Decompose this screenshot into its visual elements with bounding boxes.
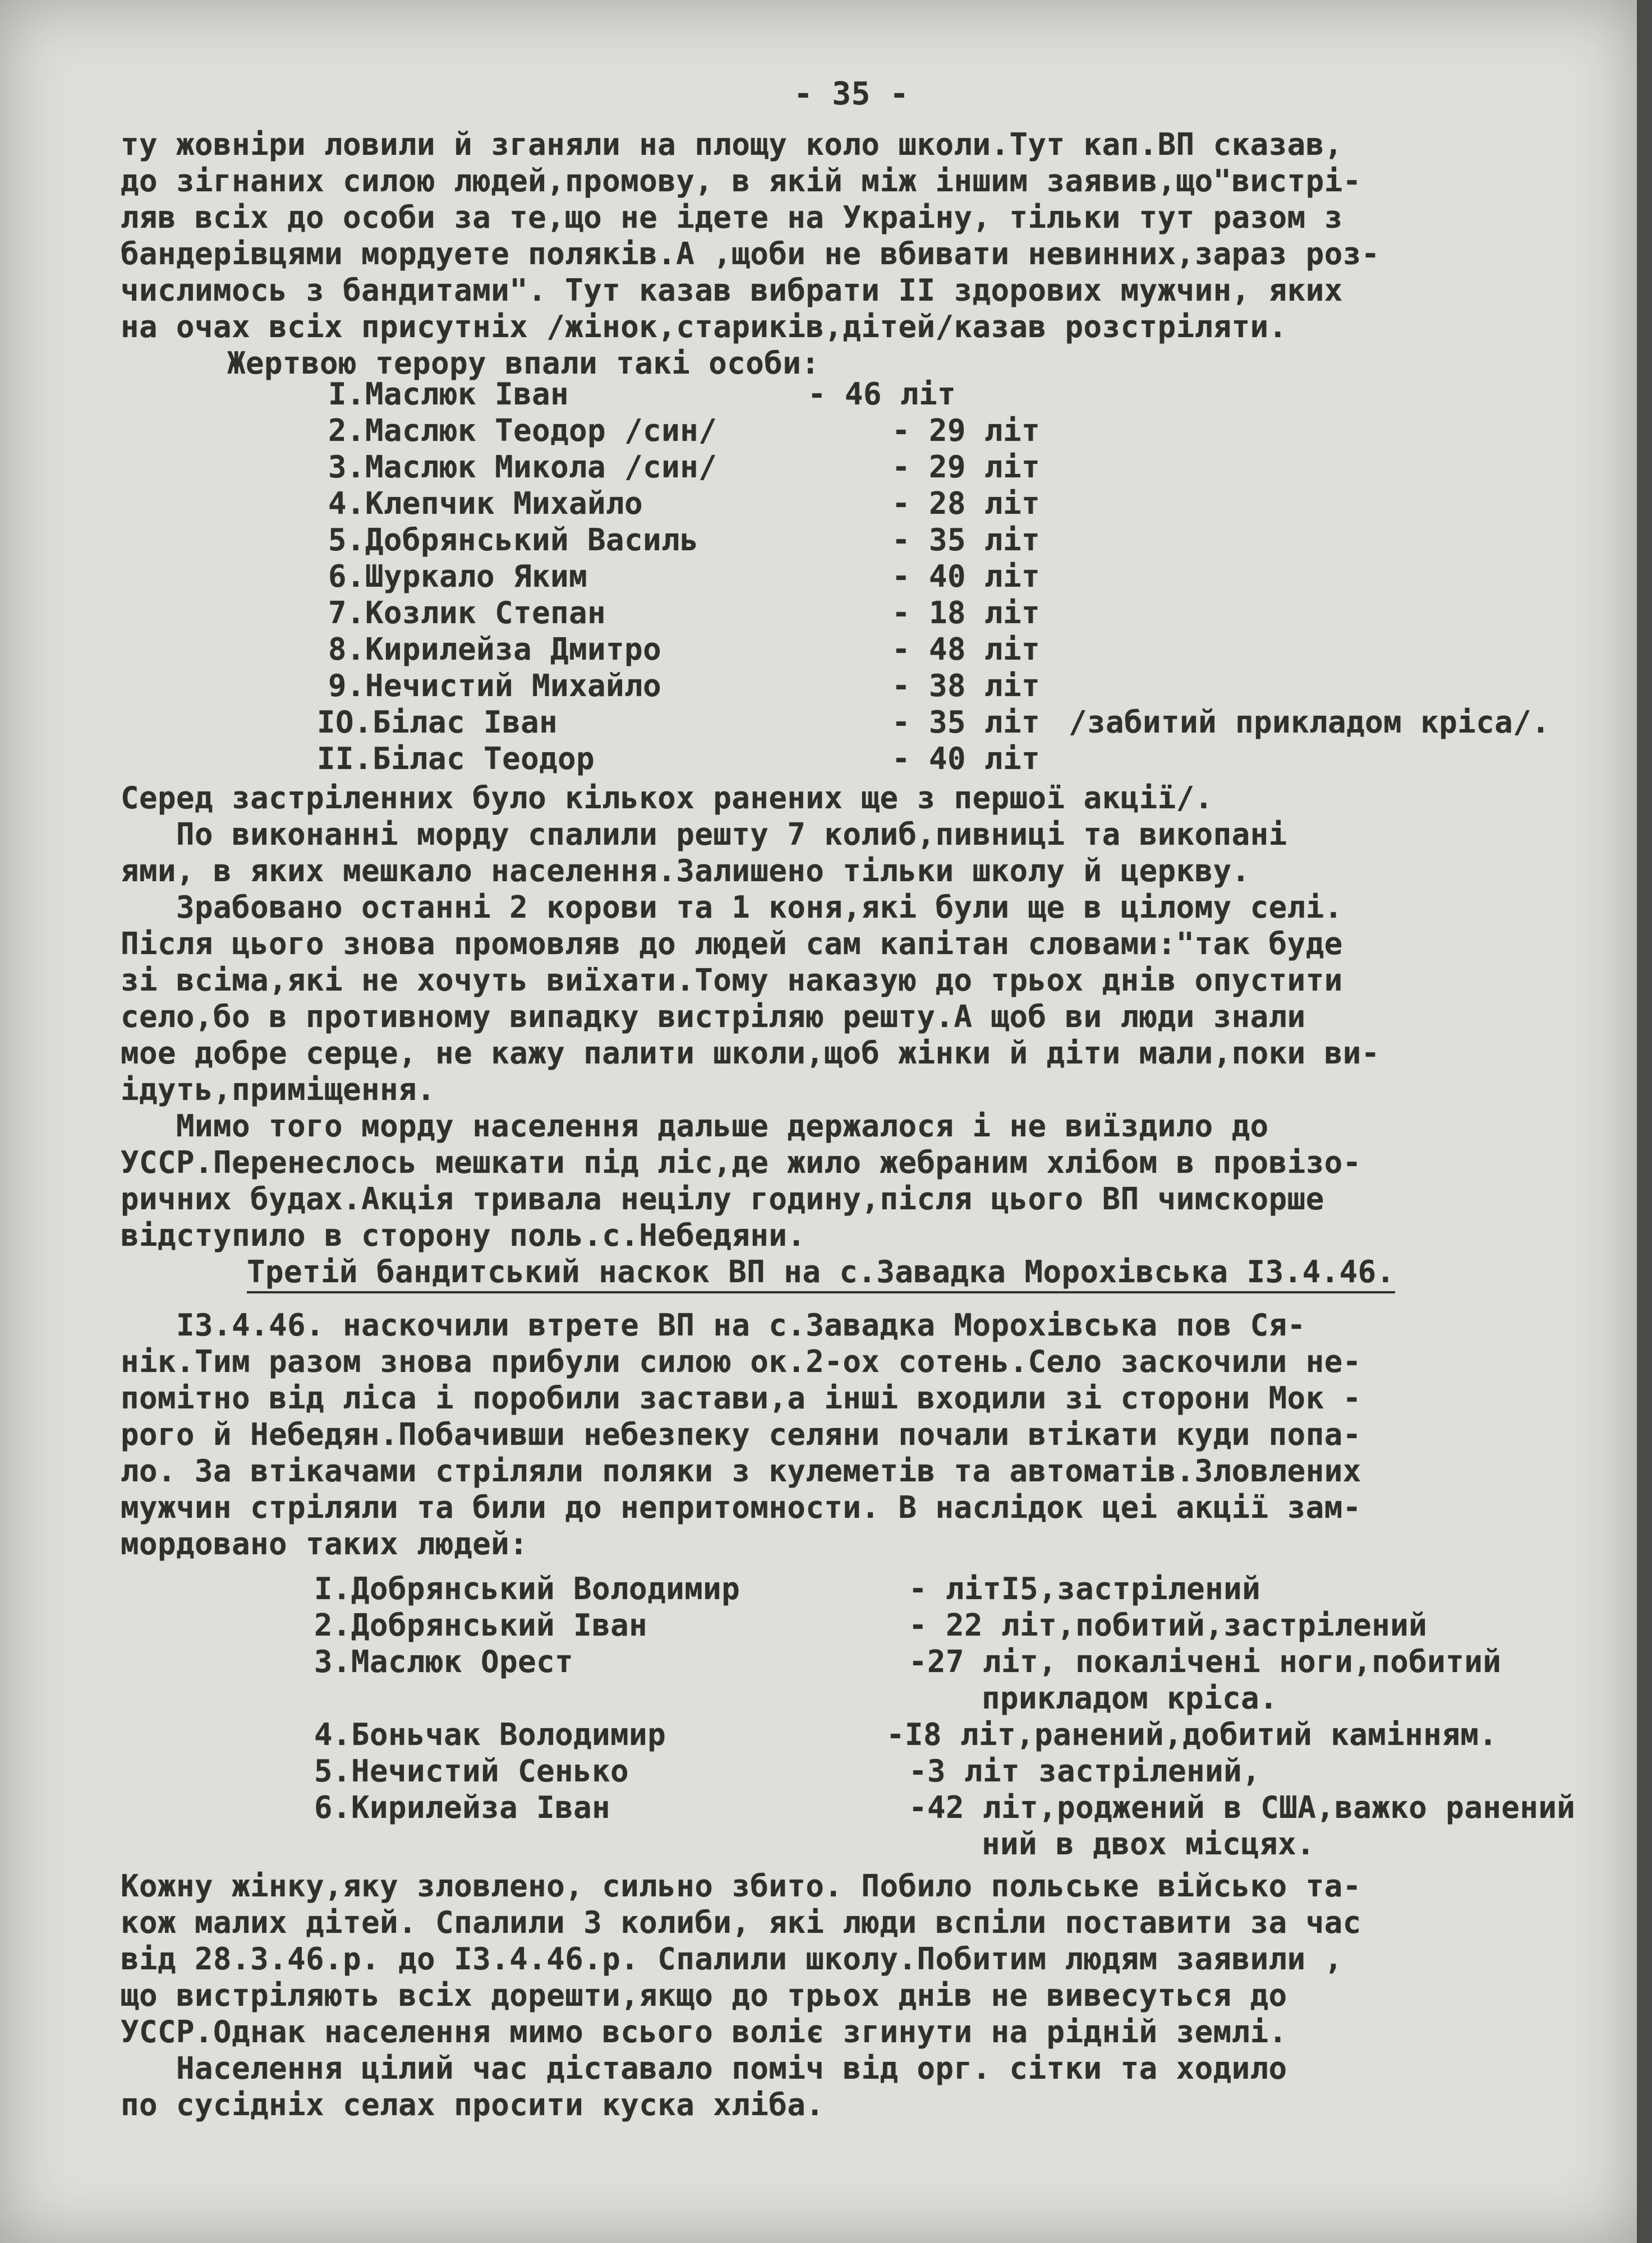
victim-name: 4.Боньчак Володимир [314, 1717, 666, 1752]
text-line: мордовано таких людей: [121, 1526, 528, 1562]
victim-detail: -42 літ,роджений в США,важко ранений [909, 1790, 1576, 1825]
victim-age: - 35 літ [892, 704, 1041, 740]
victim-name: 6.Шуркало Яким [328, 559, 588, 594]
text-line: кож малих дітей. Спалили 3 колиби, які люди вспіли поставити за час [121, 1905, 1361, 1940]
victims-list-1 [317, 376, 1618, 777]
victim-age: - 29 літ [892, 413, 1041, 448]
victim-name: 4.Клепчик Михайло [328, 486, 643, 521]
text-line: Жертвою терору впали такі особи: [227, 346, 820, 381]
text-line: числимось з бандитами". Тут казав вибрати II здорових мужчин, яких [121, 273, 1343, 308]
text-line: нік.Тим разом знова прибули силою ок.2-ох сотень.Село заскочили не- [121, 1344, 1361, 1379]
list-item [314, 1570, 1604, 1607]
list-item [314, 1716, 1604, 1753]
list-item [328, 412, 1618, 449]
text-line: I3.4.46. наскочили втрете ВП на с.Завадка Морохівська пов Ся- [121, 1307, 1306, 1343]
list-item [328, 558, 1618, 595]
victim-detail: -27 літ, покалічені ноги,побитий [909, 1644, 1502, 1679]
section-heading: Третій бандитський наскок ВП на с.Завадка Морохівська I3.4.46. [247, 1254, 1395, 1293]
text-line: Кожну жінку,яку зловлено, сильно збито. Побило польське військо та- [121, 1868, 1361, 1904]
text-line: по сусідніх селах просити куска хліба. [121, 2087, 825, 2122]
victim-name: 5.Нечистий Сенько [314, 1753, 629, 1789]
page-number: - 35 - [794, 76, 909, 112]
text-line: ями, в яких мешкало населення.Залишено тільки школу й церкву. [121, 853, 1250, 888]
victim-age: - 28 літ [892, 486, 1041, 521]
text-line: ляв всіх до особи за те,що не ідете на Украіну, тільки тут разом з [121, 200, 1343, 235]
list-item [314, 1607, 1604, 1643]
text-line: ло. За втікачами стріляли поляки з кулеметів та автоматів.Зловлених [121, 1453, 1361, 1489]
list-item [314, 1643, 1604, 1680]
text-line: зі всіма,які не хочуть виїхати.Тому наказую до трьох днів опустити [121, 962, 1343, 998]
text-line: мужчин стріляли та били до непритомности. В наслідок цеі акції зам- [121, 1490, 1361, 1525]
text-line: мое добре серце, не кажу палити школи,щоб жінки й діти мали,поки ви- [121, 1035, 1380, 1071]
victim-detail-cont: ний в двох місцях. [982, 1826, 1315, 1862]
list-item [328, 667, 1618, 704]
list-item [317, 704, 1618, 740]
victim-name: 5.Добрянський Василь [328, 522, 699, 558]
victim-age: - 29 літ [892, 449, 1041, 485]
text-line: відступило в сторону поль.с.Небедяни. [121, 1218, 806, 1253]
text-line: По виконанні морду спалили решту 7 колиб,пивниці та викопані [121, 817, 1287, 852]
victim-age: - 35 літ [892, 522, 1041, 558]
text-line: ту жовніри ловили й зганяли на площу коло школи.Тут кап.ВП сказав, [121, 127, 1343, 162]
victim-name: 9.Нечистий Михайло [328, 668, 662, 703]
text-line: Після цього знова промовляв до людей сам капітан словами:"так буде [121, 926, 1343, 961]
victim-age: - 18 літ [892, 595, 1041, 630]
victims-list-2 [314, 1570, 1604, 1862]
text-line: УССР.Однак населення мимо всього воліє згинути на рідній землі. [121, 2014, 1287, 2049]
victim-detail: -I8 літ,ранений,добитий камінням. [886, 1717, 1498, 1752]
text-line: бандерівцями мордуете поляків.А ,щоби не вбивати невинних,зараз роз- [121, 236, 1380, 271]
victim-age: - 40 літ [892, 741, 1041, 776]
victim-name: 7.Козлик Степан [328, 595, 606, 630]
list-item [328, 485, 1618, 522]
list-item [328, 449, 1618, 485]
text-line: рого й Небедян.Побачивши небезпеку селяни почали втікати куди попа- [121, 1417, 1361, 1452]
victim-detail-cont: прикладом кріса. [982, 1680, 1278, 1716]
list-item [314, 1753, 1604, 1789]
victim-name: 3.Маслюк Орест [314, 1644, 574, 1679]
victim-age: - 48 літ [892, 632, 1041, 667]
text-line: до зігнаних силою людей,промову, в якій між іншим заявив,що"вистрі- [121, 163, 1361, 199]
list-item [314, 1789, 1604, 1826]
victim-age: - 38 літ [892, 668, 1041, 703]
text-line: ричних будах.Акція тривала нецілу годину,після цього ВП чимскорше [121, 1181, 1324, 1217]
victim-name: 3.Маслюк Микола /син/ [328, 449, 717, 485]
victim-name: IO.Білас Іван [317, 704, 558, 740]
list-item [328, 631, 1618, 667]
text-line: УССР.Перенеслось мешкати під ліс,де жило жебраним хлібом в провізо- [121, 1145, 1361, 1180]
text-line: що вистріляють всіх дорешти,якщо до трьох днів не вивесуться до [121, 1978, 1287, 2013]
victim-note: /забитий прикладом кріса/. [1069, 704, 1550, 740]
victim-name: 8.Кирилейза Дмитро [328, 632, 662, 667]
victim-name: 2.Маслюк Теодор /син/ [328, 413, 717, 448]
victim-name: II.Білас Теодор [317, 741, 595, 776]
text-line: від 28.3.46.р. до I3.4.46.р. Спалили школу.Побитим людям заявили , [121, 1941, 1343, 1977]
list-item [328, 595, 1618, 631]
text-line: Зрабовано останні 2 корови та 1 коня,які були ще в цілому селі. [121, 890, 1343, 925]
page-edge [1637, 0, 1652, 2243]
text-line: село,бо в противному випадку вистріляю решту.А щоб ви люди знали [121, 999, 1306, 1034]
text-line: помітно від ліса і поробили застави,а інші входили зі сторони Мок - [121, 1380, 1361, 1416]
text-line: ідуть,приміщення. [121, 1072, 436, 1107]
victim-detail: - 22 літ,побитий,застрілений [909, 1608, 1428, 1643]
list-item [328, 376, 1618, 412]
victim-name: 2.Добрянський Іван [314, 1608, 648, 1643]
text-line: Серед застріленних було кількох ранених ще з першої акції/. [121, 780, 1213, 816]
text-line: Мимо того морду населення дальше держалося і не виїздило до [121, 1108, 1269, 1144]
victim-detail: -3 літ застрілений, [909, 1753, 1261, 1789]
victim-name: 6.Кирилейза Іван [314, 1790, 611, 1825]
text-line: на очах всіх присутніх /жінок,стариків,дітей/казав розстріляти. [121, 309, 1287, 344]
list-item [314, 1680, 1604, 1716]
victim-name: I.Добрянський Володимир [314, 1571, 740, 1606]
text-line: Населення цілий час діставало поміч від орг. сітки та ходило [121, 2051, 1287, 2086]
list-item [328, 522, 1618, 558]
victim-name: I.Маслюк Іван [328, 376, 569, 412]
list-item [317, 740, 1618, 777]
victim-detail: - літI5,застрілений [909, 1571, 1261, 1606]
victim-age: - 46 літ [808, 376, 956, 412]
list-item [314, 1826, 1604, 1862]
victim-age: - 40 літ [892, 559, 1041, 594]
